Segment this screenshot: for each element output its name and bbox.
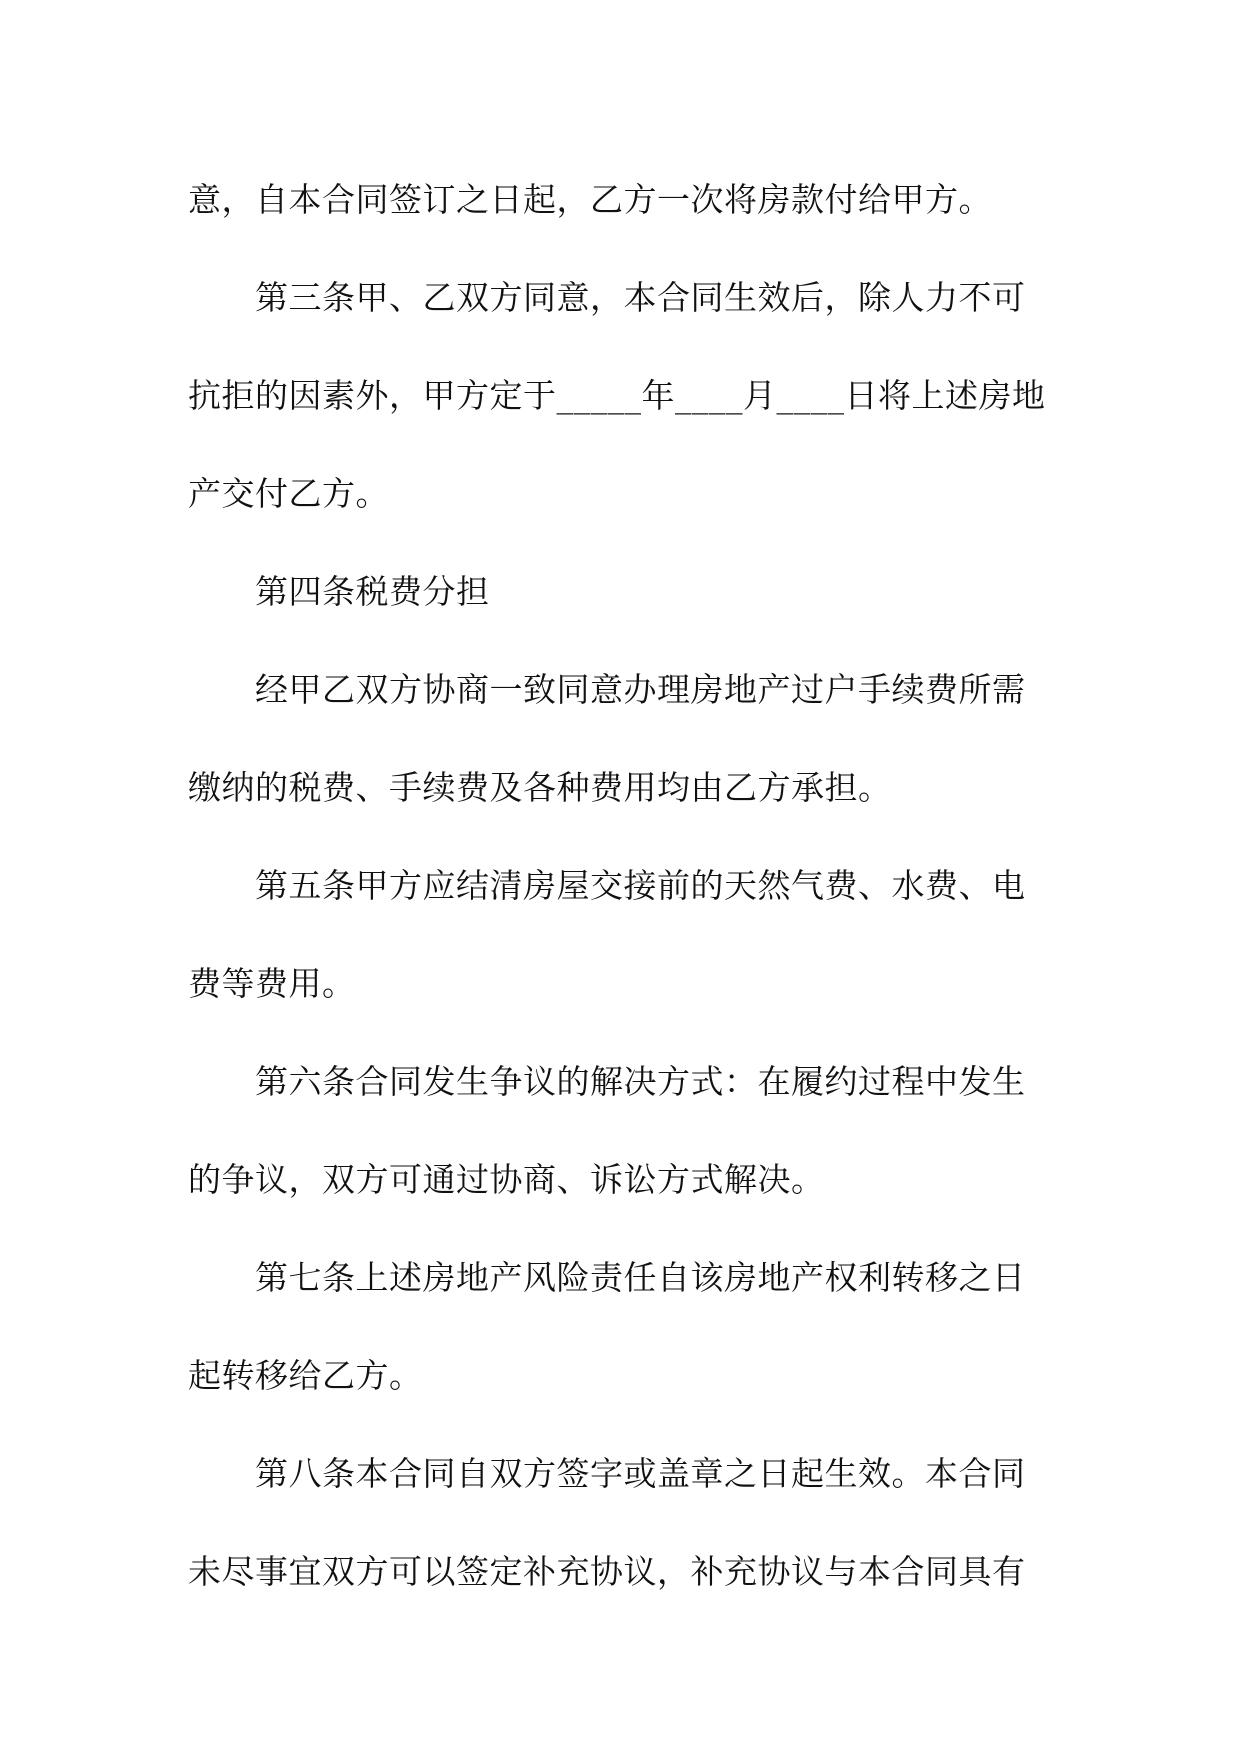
clause-7-line-1: 第七条上述房地产风险责任自该房地产权利转移之日 [255, 1258, 1026, 1297]
clause-4-line-1: 经甲乙双方协商一致同意办理房地产过户手续费所需 [255, 670, 1026, 709]
clause-3-line-3: 产交付乙方。 [188, 474, 389, 513]
clause-5-line-1: 第五条甲方应结清房屋交接前的天然气费、水费、电 [255, 866, 1026, 905]
clause-8-line-2: 未尽事宜双方可以签定补充协议，补充协议与本合同具有 [188, 1552, 1026, 1591]
clause-6-line-1: 第六条合同发生争议的解决方式：在履约过程中发生 [255, 1062, 1026, 1101]
clause-3-line-1: 第三条甲、乙双方同意，本合同生效后，除人力不可 [255, 278, 1026, 317]
clause-6-line-2: 的争议，双方可通过协商、诉讼方式解决。 [188, 1160, 825, 1199]
clause-4-line-2: 缴纳的税费、手续费及各种费用均由乙方承担。 [188, 768, 892, 807]
clause-3-line-2: 抗拒的因素外，甲方定于_____年____月____日将上述房地 [188, 376, 1046, 415]
clause-7-line-2: 起转移给乙方。 [188, 1356, 423, 1395]
clause-4-heading: 第四条税费分担 [255, 572, 490, 611]
clause-5-line-2: 费等费用。 [188, 964, 356, 1003]
text-line-1: 意，自本合同签订之日起，乙方一次将房款付给甲方。 [188, 180, 992, 219]
clause-8-line-1: 第八条本合同自双方签字或盖章之日起生效。本合同 [255, 1454, 1026, 1493]
